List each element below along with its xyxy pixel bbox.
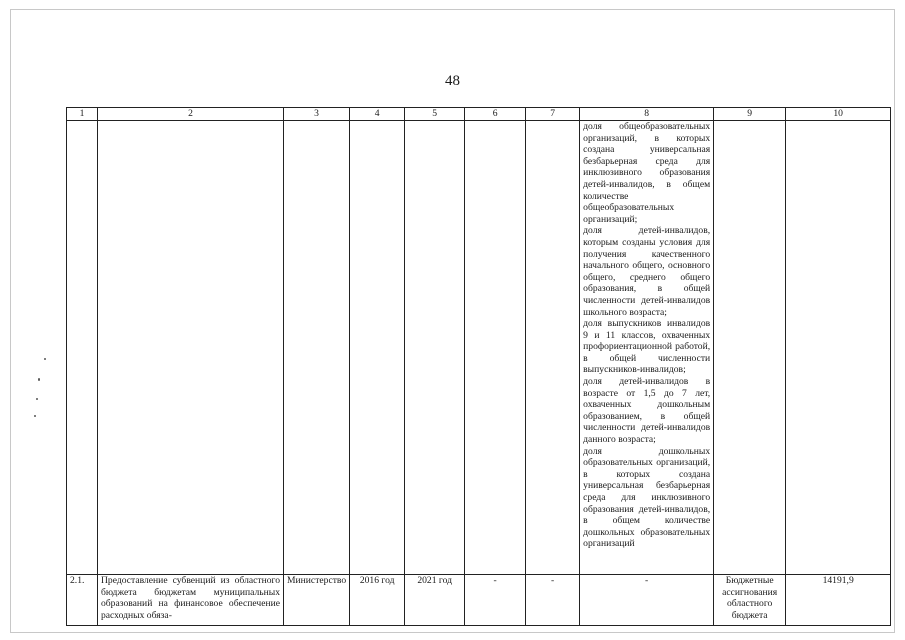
indicator-text: доля общеобразовательных организаций, в которых создана универсальная безбарьерная среда для инклюзивного образования детей-инвалидов, в общем количестве общеобразовательных организаций; (583, 121, 711, 225)
scan-speck (44, 358, 46, 360)
measure-name: Предоставление субвенций из областного бюджета бюджетам муниципальных образований на финансовое обеспечение расходных обяза- (98, 575, 284, 626)
program-table (66, 107, 891, 626)
scan-speck (36, 398, 38, 400)
column-header: 9 (714, 108, 786, 121)
indicator-text: доля детей-инвалидов, которым созданы условия для получения качественного начального общего, основного общего, среднего общего образования, в общей численности детей-инвалидов школьного возраста; (583, 225, 711, 318)
column-header: 4 (350, 108, 405, 121)
executor: Министерство (284, 575, 350, 626)
empty-cell (405, 121, 465, 575)
table-row-2-1 (67, 575, 891, 626)
dash-cell: - (580, 575, 714, 626)
column-header: 5 (405, 108, 465, 121)
empty-cell (526, 121, 580, 575)
empty-cell (67, 121, 98, 575)
empty-cell (786, 121, 891, 575)
column-number-row (67, 108, 891, 121)
page-number: 48 (445, 73, 460, 89)
indicator-text: доля дошкольных образовательных организаций, в которых создана универсальная безбарьерная среда для инклюзивного образования детей-инвалидов, в общем количестве дошкольных образовательных организаций (583, 445, 711, 550)
empty-cell (465, 121, 526, 575)
column-header: 8 (580, 108, 714, 121)
table-row-continuation (67, 121, 891, 575)
empty-cell (350, 121, 405, 575)
column-header: 3 (284, 108, 350, 121)
end-year: 2021 год (405, 575, 465, 626)
funding-amount: 14191,9 (786, 575, 891, 626)
column-header: 1 (67, 108, 98, 121)
column-header: 7 (526, 108, 580, 121)
funding-source: Бюджетные ассигнования областного бюджета (714, 575, 786, 626)
scan-speck (34, 415, 36, 417)
empty-cell (98, 121, 284, 575)
empty-cell (284, 121, 350, 575)
dash-cell: - (465, 575, 526, 626)
row-number: 2.1. (67, 575, 98, 626)
column-header: 10 (786, 108, 891, 121)
start-year: 2016 год (350, 575, 405, 626)
indicator-text: доля выпускников инвалидов 9 и 11 классов, охваченных профориентационной работой, в общей численности выпускников-инвалидов; (583, 318, 711, 376)
document-page (10, 9, 895, 633)
indicator-text: доля детей-инвалидов в возрасте от 1,5 до 7 лет, охваченных дошкольным образованием, в общей численности детей-инвалидов данного возраста; (583, 376, 711, 446)
dash-cell: - (526, 575, 580, 626)
column-header: 6 (465, 108, 526, 121)
empty-cell (714, 121, 786, 575)
scan-speck (38, 378, 40, 381)
column-header: 2 (98, 108, 284, 121)
indicators-cell (580, 121, 714, 575)
